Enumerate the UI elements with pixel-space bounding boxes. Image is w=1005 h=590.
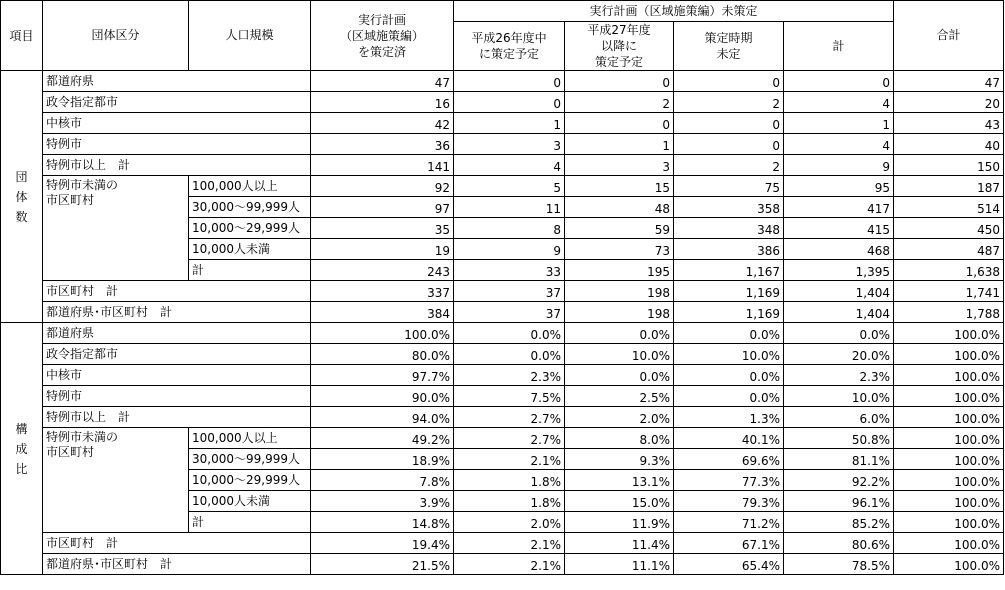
header-undone: 実行計画（区域施策編）未策定 [454,1,894,22]
value-done: 337 [311,281,454,302]
value-h27: 198 [565,302,674,323]
value-subtotal: 0 [784,71,894,92]
value-h26: 11 [454,197,565,218]
value-h27: 8.0% [565,428,674,449]
value-subtotal: 50.8% [784,428,894,449]
value-h26: 0 [454,71,565,92]
value-total: 100.0% [894,554,1004,575]
value-subtotal: 2.3% [784,365,894,386]
header-population: 人口規模 [189,1,311,71]
table-row [1,386,1004,407]
row-label: 市区町村 計 [43,533,311,554]
section-label: 構 成 比 [1,323,43,575]
value-h26: 2.1% [454,449,565,470]
value-h27: 3 [565,155,674,176]
value-total: 47 [894,71,1004,92]
population-label: 10,000人未満 [189,491,311,512]
header-total: 合計 [894,1,1004,71]
value-total: 43 [894,113,1004,134]
value-undecided: 0.0% [674,386,784,407]
value-done: 36 [311,134,454,155]
value-subtotal: 0.0% [784,323,894,344]
table-row [1,92,1004,113]
value-h27: 2 [565,92,674,113]
row-label: 政令指定都市 [43,344,311,365]
population-label: 30,000～99,999人 [189,449,311,470]
value-h26: 37 [454,302,565,323]
value-h27: 15 [565,176,674,197]
value-h26: 1 [454,113,565,134]
value-done: 80.0% [311,344,454,365]
value-h26: 0.0% [454,323,565,344]
group-label: 特例市未満の 市区町村 [43,176,189,281]
value-subtotal: 417 [784,197,894,218]
value-undecided: 0.0% [674,323,784,344]
value-undecided: 348 [674,218,784,239]
value-done: 3.9% [311,491,454,512]
value-subtotal: 10.0% [784,386,894,407]
row-label: 都道府県･市区町村 計 [43,302,311,323]
value-h26: 8 [454,218,565,239]
value-done: 49.2% [311,428,454,449]
value-h27: 198 [565,281,674,302]
value-undecided: 358 [674,197,784,218]
value-subtotal: 1 [784,113,894,134]
value-h27: 13.1% [565,470,674,491]
value-undecided: 1,169 [674,281,784,302]
value-h27: 11.4% [565,533,674,554]
value-h26: 5 [454,176,565,197]
value-subtotal: 468 [784,239,894,260]
row-label: 中核市 [43,113,311,134]
value-h26: 1.8% [454,470,565,491]
value-h26: 2.3% [454,365,565,386]
value-done: 35 [311,218,454,239]
value-h26: 0.0% [454,344,565,365]
value-h26: 4 [454,155,565,176]
table-row [1,554,1004,575]
value-done: 14.8% [311,512,454,533]
value-done: 92 [311,176,454,197]
value-subtotal: 1,404 [784,302,894,323]
value-total: 187 [894,176,1004,197]
value-subtotal: 9 [784,155,894,176]
population-label: 30,000～99,999人 [189,197,311,218]
value-h26: 3 [454,134,565,155]
value-done: 97.7% [311,365,454,386]
value-total: 100.0% [894,428,1004,449]
value-undecided: 0 [674,71,784,92]
table-row [1,134,1004,155]
value-total: 100.0% [894,365,1004,386]
table-row [1,407,1004,428]
value-total: 100.0% [894,491,1004,512]
population-label: 10,000人未満 [189,239,311,260]
value-h27: 0.0% [565,365,674,386]
value-undecided: 1.3% [674,407,784,428]
value-h27: 2.5% [565,386,674,407]
value-total: 20 [894,92,1004,113]
value-undecided: 0 [674,113,784,134]
value-h27: 0 [565,71,674,92]
value-done: 97 [311,197,454,218]
value-h27: 195 [565,260,674,281]
value-done: 19.4% [311,533,454,554]
value-h26: 1.8% [454,491,565,512]
value-subtotal: 1,404 [784,281,894,302]
value-subtotal: 80.6% [784,533,894,554]
value-undecided: 0.0% [674,365,784,386]
row-label: 特例市 [43,386,311,407]
table-row [1,344,1004,365]
value-h27: 0.0% [565,323,674,344]
value-undecided: 67.1% [674,533,784,554]
value-total: 100.0% [894,512,1004,533]
value-total: 150 [894,155,1004,176]
value-done: 7.8% [311,470,454,491]
value-total: 100.0% [894,344,1004,365]
row-label: 特例市以上 計 [43,155,311,176]
value-subtotal: 95 [784,176,894,197]
row-label: 中核市 [43,365,311,386]
value-undecided: 75 [674,176,784,197]
value-undecided: 79.3% [674,491,784,512]
value-done: 100.0% [311,323,454,344]
table-row [1,533,1004,554]
population-label: 10,000～29,999人 [189,218,311,239]
value-total: 514 [894,197,1004,218]
value-done: 18.9% [311,449,454,470]
value-undecided: 2 [674,92,784,113]
group-label: 特例市未満の 市区町村 [43,428,189,533]
header-done: 実行計画 （区域施策編） を策定済 [311,1,454,71]
header-group: 団体区分 [43,1,189,71]
table-row [1,176,1004,197]
value-done: 141 [311,155,454,176]
value-subtotal: 4 [784,92,894,113]
value-h26: 37 [454,281,565,302]
table-row [1,365,1004,386]
header-h27: 平成27年度 以降に 策定予定 [565,22,674,71]
row-label: 都道府県 [43,323,311,344]
value-undecided: 1,167 [674,260,784,281]
value-undecided: 386 [674,239,784,260]
value-undecided: 77.3% [674,470,784,491]
header-h26: 平成26年度中 に策定予定 [454,22,565,71]
value-subtotal: 6.0% [784,407,894,428]
value-subtotal: 4 [784,134,894,155]
header-undecided: 策定時期 未定 [674,22,784,71]
value-total: 1,788 [894,302,1004,323]
value-done: 19 [311,239,454,260]
table-row [1,302,1004,323]
value-done: 47 [311,71,454,92]
value-subtotal: 96.1% [784,491,894,512]
value-done: 90.0% [311,386,454,407]
value-total: 100.0% [894,386,1004,407]
header-subtotal: 計 [784,22,894,71]
value-total: 1,638 [894,260,1004,281]
value-undecided: 71.2% [674,512,784,533]
value-h27: 2.0% [565,407,674,428]
row-label: 市区町村 計 [43,281,311,302]
value-h27: 15.0% [565,491,674,512]
value-subtotal: 78.5% [784,554,894,575]
row-label: 特例市 [43,134,311,155]
population-label: 10,000～29,999人 [189,470,311,491]
value-h26: 2.1% [454,533,565,554]
value-undecided: 69.6% [674,449,784,470]
value-done: 42 [311,113,454,134]
value-total: 100.0% [894,449,1004,470]
value-done: 384 [311,302,454,323]
table-row [1,323,1004,344]
value-done: 94.0% [311,407,454,428]
population-label: 計 [189,512,311,533]
value-undecided: 2 [674,155,784,176]
value-total: 100.0% [894,533,1004,554]
value-h26: 2.7% [454,428,565,449]
value-total: 487 [894,239,1004,260]
row-label: 都道府県･市区町村 計 [43,554,311,575]
value-subtotal: 81.1% [784,449,894,470]
value-h27: 0 [565,113,674,134]
value-subtotal: 415 [784,218,894,239]
value-subtotal: 92.2% [784,470,894,491]
value-h27: 9.3% [565,449,674,470]
value-subtotal: 85.2% [784,512,894,533]
value-h26: 2.1% [454,554,565,575]
header-item: 項目 [1,1,43,71]
value-total: 450 [894,218,1004,239]
value-h26: 0 [454,92,565,113]
table-row [1,113,1004,134]
value-total: 1,741 [894,281,1004,302]
section-label: 団 体 数 [1,71,43,323]
value-total: 100.0% [894,470,1004,491]
population-label: 100,000人以上 [189,176,311,197]
population-label: 100,000人以上 [189,428,311,449]
table-row [1,71,1004,92]
value-undecided: 1,169 [674,302,784,323]
population-label: 計 [189,260,311,281]
value-total: 40 [894,134,1004,155]
value-h27: 11.9% [565,512,674,533]
value-h26: 7.5% [454,386,565,407]
value-h26: 9 [454,239,565,260]
value-h27: 59 [565,218,674,239]
value-h27: 48 [565,197,674,218]
value-total: 100.0% [894,407,1004,428]
value-h27: 73 [565,239,674,260]
value-h27: 11.1% [565,554,674,575]
value-done: 243 [311,260,454,281]
value-done: 21.5% [311,554,454,575]
value-h26: 2.0% [454,512,565,533]
value-h26: 2.7% [454,407,565,428]
table-row [1,281,1004,302]
value-subtotal: 20.0% [784,344,894,365]
value-done: 16 [311,92,454,113]
row-label: 政令指定都市 [43,92,311,113]
row-label: 特例市以上 計 [43,407,311,428]
value-undecided: 10.0% [674,344,784,365]
value-subtotal: 1,395 [784,260,894,281]
value-undecided: 0 [674,134,784,155]
table-row [1,155,1004,176]
row-label: 都道府県 [43,71,311,92]
value-h27: 10.0% [565,344,674,365]
table-row [1,428,1004,449]
value-undecided: 65.4% [674,554,784,575]
table-body [1,71,1004,575]
value-undecided: 40.1% [674,428,784,449]
value-total: 100.0% [894,323,1004,344]
value-h26: 33 [454,260,565,281]
value-h27: 1 [565,134,674,155]
